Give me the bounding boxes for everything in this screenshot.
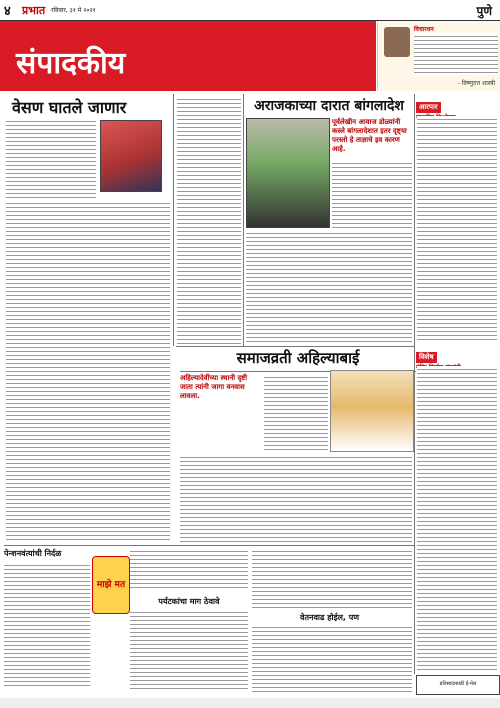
edition-city: पुणे (476, 4, 492, 18)
bottom-right-text-b (252, 624, 412, 694)
quote-text (414, 33, 498, 75)
ahilya-text-b (180, 454, 412, 544)
page-header (0, 0, 500, 21)
paper-name: प्रभात (22, 3, 46, 17)
ahilya-lead: अहिल्यादेवींच्या स्थानी दृष्टी जाता त्यांनी जागा वनवास लावला. (180, 374, 248, 400)
bottom-mid-text-a (130, 548, 248, 588)
quote-heading: विचारधन (414, 26, 434, 33)
bottom-left-text (4, 562, 90, 688)
divider-2 (243, 94, 244, 346)
bottom-right-headline: वेतनवाढ होईल, पण (300, 613, 360, 622)
ahilya-portrait (330, 370, 414, 452)
editorial-text-c (177, 96, 241, 344)
main-headline: अराजकाच्या दारात बांगलादेश (254, 98, 404, 114)
divider-1 (173, 94, 174, 346)
editorial-text-b (6, 200, 170, 540)
quote-portrait (384, 27, 410, 57)
section-title: संपादकीय (16, 46, 126, 81)
right-tag-2: विशेष (416, 352, 437, 363)
bottom-left-headline: पेन्शनवंत्यांची निर्दळ (4, 549, 62, 558)
editorial-photo (100, 120, 162, 192)
contact-box (416, 675, 500, 695)
main-lead: पूर्वलेखीन आवाज डोळ्यांनी कस्ले बांगलादेशात इतर दृष्ट्या परस्तो हे ताज्ञाचे इव कारण आहे. (332, 118, 407, 153)
bottom-right-text-a (252, 548, 412, 608)
editorial-headline: वेसण घातले जाणार (12, 98, 127, 117)
quote-box (377, 21, 500, 91)
bottom-mid-headline: पर्यटकांचा माग ठेवावे (158, 597, 220, 606)
bottom-mid-story (130, 548, 248, 688)
imprint-footer (0, 698, 500, 708)
bottom-mid-text-b (130, 609, 248, 689)
main-photo (246, 118, 330, 228)
divider-h2 (4, 545, 414, 546)
right-text-a (417, 116, 497, 342)
divider-3 (414, 94, 415, 674)
right-text-b (417, 366, 497, 672)
column-logo-text: माझे मत (96, 580, 126, 590)
main-text-b (246, 230, 412, 344)
editorial-text-a (6, 118, 96, 200)
quote-author: - विष्णुदत्त शास्त्री (457, 80, 495, 87)
bottom-left-story (4, 548, 90, 688)
section-banner (0, 21, 376, 91)
divider-h1 (176, 346, 414, 347)
contact-text: प्रतिसादासाठी ई-मेल (439, 681, 477, 687)
ahilya-text-a (264, 374, 328, 452)
publication-date: रविवार, ३१ मे २०२१ (51, 7, 96, 14)
page-number: ४ (4, 4, 11, 19)
main-text-a (332, 160, 412, 230)
column-logo (92, 556, 130, 614)
ahilya-headline: समाजव्रती अहिल्याबाई (180, 348, 416, 372)
right-tag: आरपार (416, 102, 441, 113)
